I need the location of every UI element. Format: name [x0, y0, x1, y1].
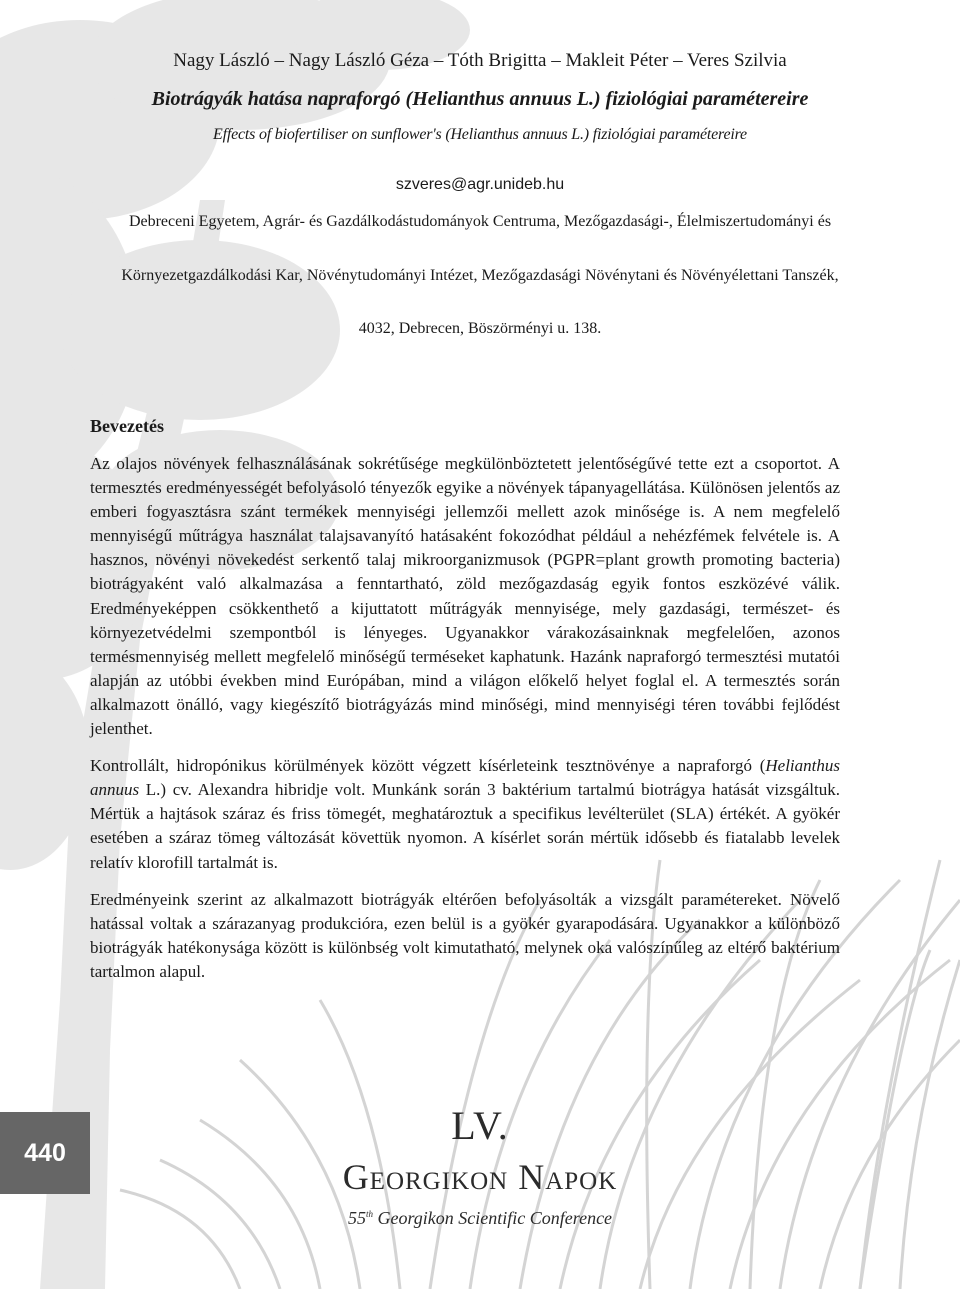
section-heading: Bevezetés	[90, 416, 164, 436]
affiliation-line-2: Környezetgazdálkodási Kar, Növénytudományi Intézet, Mezőgazdasági Növénytani és Növényélettani Tanszék,	[121, 267, 839, 284]
page-number: 440	[24, 1138, 66, 1167]
conference-subtitle	[0, 1208, 960, 1229]
affiliation-line-1: Debreceni Egyetem, Agrár- és Gazdálkodástudományok Centruma, Mezőgazdasági-, Élelmiszertudományi és	[128, 213, 832, 230]
paragraph-2	[90, 754, 840, 874]
conference-name: Georgikon Napok	[342, 1157, 618, 1197]
conference-edition: LV.	[451, 1103, 509, 1148]
paragraph-2-start: Kontrollált, hidropónikus körülmények között végzett kísérleteink tesztnövénye a napraforgó (	[90, 756, 766, 776]
paragraph-1: Az olajos növények felhasználásának sokrétűsége megkülönböztetett jelentőségűvé tette ezt a csoportot. A termesztés eredményességét befolyásoló tényezők egyike a növények tápanyagellátása. Különösen jelentős az emberi fogyasztásra szánt termékek mennyiségi jellemzői mellett azok minősége is. A nem megfelelő mennyiségű műtrágya használat talajsavanyító hatásaként fokozódhat például a nehézfémek felvétele is. A hasznos, növényi növekedést serkentő talaj mikroorganizmusok (PGPR=plant growth promoting bacteria) biotrágyaként való alkalmazása a fenntartható, zöld mezőgazdaság egyik fontos eszközévé válik. Eredményeképpen csökkenthető a kijuttatott műtrágyák mennyisége, mely gazdasági, természet- és környezetvédelmi szempontból is lényeges. Ugyanakkor várakozásainknak megfelelően, azonos termésmennyiség mellett megfelelő minőségű terméseket kaphatunk. Hazánk napraforgó termesztési mutatói alapján az utóbbi években mind Európában, mind a világon előkelő helyet foglal el. A termesztés során alkalmazott önálló, vagy kiegészítő biotrágyázás mind minőségi, mind mennyiségi téren további fejlődést jelenthet.	[90, 454, 840, 739]
paragraph-3: Eredményeink szerint az alkalmazott biotrágyák eltérően befolyásolták a vizsgált paramétereket. Növelő hatással voltak a szárazanyag produkcióra, ezen belül is a gyökér gyarapodására. Ugyanakkor a különböző biotrágyák hatékonysága között is különbség volt kimutatható, melynek oka valószínűleg az eltérő baktérium tartalmon alapul.	[90, 889, 840, 981]
species-name: Helianthus annuus	[90, 756, 840, 800]
affiliation-address: 4032, Debrecen, Böszörményi u. 138.	[358, 320, 602, 337]
paragraph-2-rest: L.) cv. Alexandra hibridje volt. Munkánk során 3 baktérium tartalmú biotrágya hatását vizsgáltuk. Mértük a hajtások száraz és friss tömegét, meghatároztuk a specifikus levélterület (SLA) értékét. A gyökér esetében a száraz tömeg változását követtük nyomon. A kísérlet során mértük idősebb és fiatalabb levelek relatív klorofill tartalmát is.	[90, 780, 840, 872]
paper-title: Biotrágyák hatása napraforgó (Helianthus annuus L.) fiziológiai paramétereire	[151, 88, 809, 110]
section-body	[90, 452, 840, 997]
contact-email[interactable]: szveres@agr.unideb.hu	[395, 176, 565, 193]
conference-subtitle-text: Georgikon Scientific Conference	[372, 1208, 613, 1228]
conference-ordinal: th	[365, 1209, 373, 1219]
paper-subtitle-english: Effects of biofertiliser on sunflower's (Helianthus annuus L.) fiziológiai paramétereire	[213, 126, 747, 143]
conference-number: 55	[347, 1208, 366, 1228]
author-list: Nagy László – Nagy László Géza – Tóth Brigitta – Makleit Péter – Veres Szilvia	[173, 50, 787, 71]
